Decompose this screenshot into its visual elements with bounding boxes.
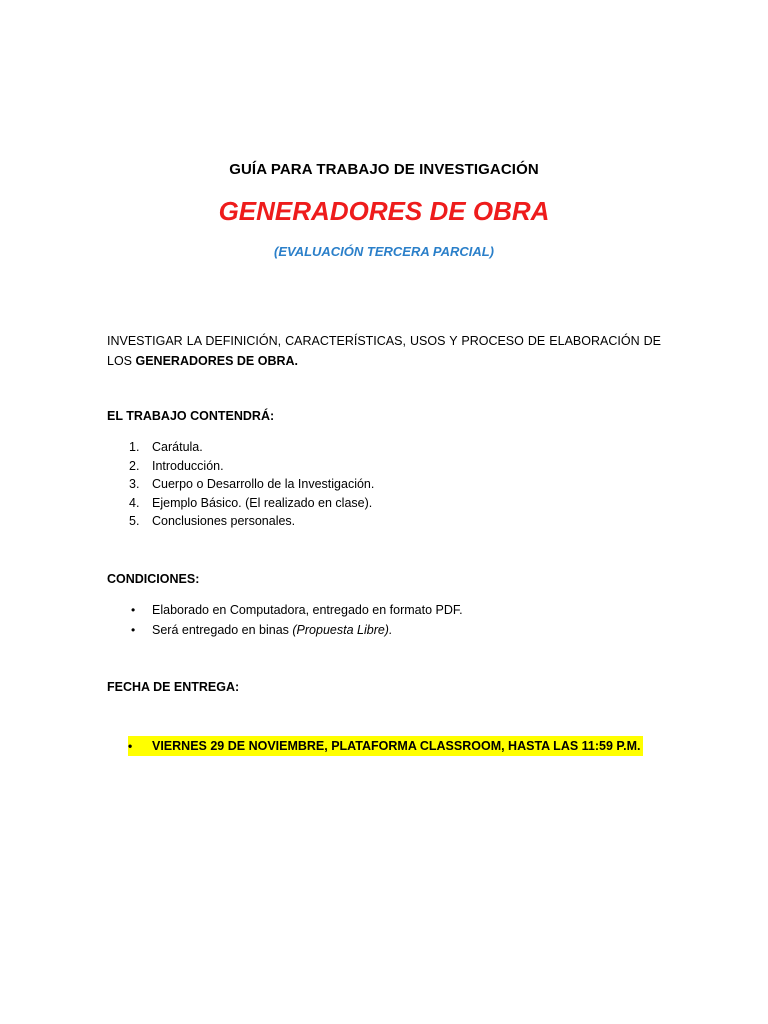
list-item-text: Introducción. (152, 458, 224, 473)
list-item-number: 3. (129, 477, 140, 492)
list-item-number: 2. (129, 458, 140, 473)
list-item (107, 457, 374, 476)
list-item-number: 5. (129, 514, 140, 529)
list-item-text: Carátula. (152, 440, 203, 454)
deadline-heading: FECHA DE ENTREGA: (107, 680, 240, 694)
list-item (107, 438, 374, 457)
list-item-italic-text: (Propuesta Libre). (292, 623, 393, 637)
bullet-icon: • (131, 603, 136, 617)
document-subject: GENERADORES DE OBRA (218, 196, 550, 226)
list-item (107, 620, 463, 640)
list-item-number: 4. (129, 495, 140, 510)
intro-text: INVESTIGAR LA DEFINICIÓN, CARACTERÍSTICAS, USOS Y PROCESO DE ELABORACIÓN DE LOS (107, 334, 661, 368)
evaluation-label: (EVALUACIÓN TERCERA PARCIAL) (273, 244, 495, 259)
list-item-text: Elaborado en Computadora, entregado en formato PDF. (152, 603, 463, 617)
intro-paragraph (107, 331, 661, 371)
intro-bold-text: GENERADORES DE OBRA. (135, 354, 299, 368)
list-item (107, 600, 463, 620)
document-title: GUÍA PARA TRABAJO DE INVESTIGACIÓN (229, 161, 539, 178)
deadline-text: VIERNES 29 DE NOVIEMBRE, PLATAFORMA CLASSROOM, HASTA LAS 11:59 P.M. (152, 739, 641, 753)
bullet-icon: • (131, 623, 136, 637)
list-item-text: Cuerpo o Desarrollo de la Investigación. (152, 477, 375, 492)
list-item-text: Ejemplo Básico. (El realizado en clase). (152, 495, 373, 510)
contents-heading: EL TRABAJO CONTENDRÁ: (107, 409, 275, 423)
bullet-icon: • (128, 739, 133, 753)
list-item-text: Será entregado en binas (152, 623, 293, 637)
conditions-heading: CONDICIONES: (107, 572, 200, 586)
list-item-number: 1. (129, 440, 140, 454)
list-item (107, 475, 374, 494)
conditions-list (107, 600, 463, 640)
list-item-text: Conclusiones personales. (152, 514, 296, 529)
list-item (107, 494, 374, 513)
contents-list (107, 438, 374, 531)
list-item (107, 512, 374, 531)
deadline-highlight (128, 736, 643, 756)
